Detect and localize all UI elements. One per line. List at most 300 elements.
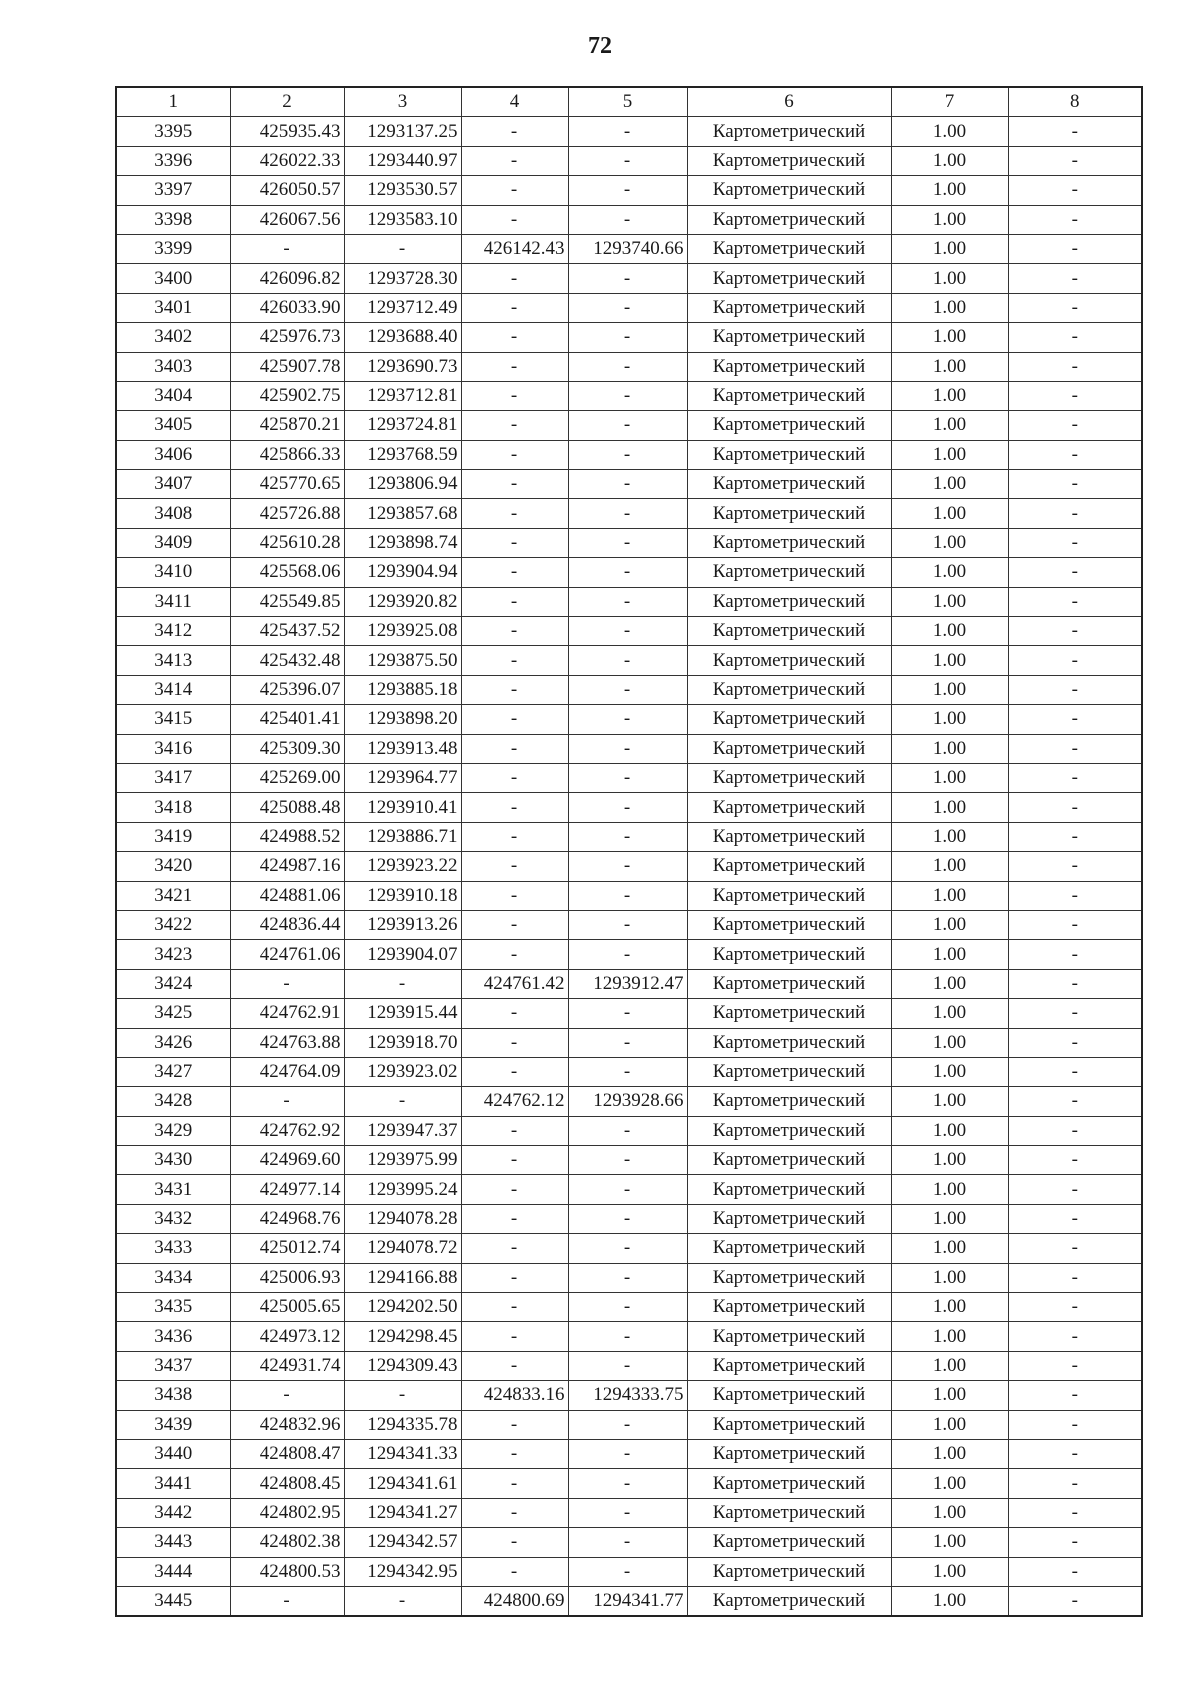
cell-y-coordinate-alt: - [568,1204,687,1233]
cell-method: Картометрический [687,352,891,381]
cell-y-coordinate-alt: - [568,264,687,293]
cell-method: Картометрический [687,705,891,734]
cell-x-coordinate-alt: - [461,1234,568,1263]
cell-x-coordinate-alt: - [461,822,568,851]
cell-y-coordinate-alt: - [568,940,687,969]
cell-note: - [1008,1381,1142,1410]
table-row [116,381,1142,410]
cell-y-coordinate: 1294341.33 [344,1439,461,1468]
cell-method: Картометрический [687,852,891,881]
cell-point-number: 3418 [116,793,230,822]
table-row [116,323,1142,352]
cell-y-coordinate-alt: - [568,999,687,1028]
cell-accuracy: 1.00 [891,1175,1008,1204]
cell-y-coordinate: 1293712.49 [344,293,461,322]
cell-x-coordinate-alt: 424833.16 [461,1381,568,1410]
column-header: 6 [687,87,891,117]
cell-x-coordinate-alt: - [461,528,568,557]
cell-x-coordinate: 424931.74 [230,1351,344,1380]
cell-x-coordinate-alt: - [461,1410,568,1439]
cell-x-coordinate: - [230,1087,344,1116]
cell-note: - [1008,264,1142,293]
table-row [116,1586,1142,1616]
cell-y-coordinate: 1294166.88 [344,1263,461,1292]
table-row [116,617,1142,646]
table-row [116,293,1142,322]
cell-y-coordinate-alt: 1293928.66 [568,1087,687,1116]
cell-point-number: 3415 [116,705,230,734]
cell-note: - [1008,822,1142,851]
table-row [116,910,1142,939]
cell-x-coordinate: 425088.48 [230,793,344,822]
cell-y-coordinate: 1293688.40 [344,323,461,352]
column-header: 7 [891,87,1008,117]
cell-x-coordinate-alt: - [461,1263,568,1292]
table-row [116,411,1142,440]
cell-y-coordinate-alt: - [568,1263,687,1292]
cell-x-coordinate: 424988.52 [230,822,344,851]
cell-method: Картометрический [687,470,891,499]
table-row [116,852,1142,881]
cell-y-coordinate-alt: - [568,646,687,675]
cell-y-coordinate: 1293690.73 [344,352,461,381]
cell-method: Картометрический [687,176,891,205]
column-header: 3 [344,87,461,117]
cell-note: - [1008,705,1142,734]
cell-y-coordinate-alt: - [568,763,687,792]
cell-note: - [1008,1557,1142,1586]
cell-x-coordinate: 424762.91 [230,999,344,1028]
cell-note: - [1008,969,1142,998]
cell-x-coordinate-alt: - [461,999,568,1028]
cell-y-coordinate-alt: - [568,1528,687,1557]
cell-y-coordinate: 1293910.41 [344,793,461,822]
table-row [116,1263,1142,1292]
cell-y-coordinate-alt: - [568,1146,687,1175]
cell-accuracy: 1.00 [891,999,1008,1028]
cell-method: Картометрический [687,1057,891,1086]
cell-note: - [1008,205,1142,234]
cell-accuracy: 1.00 [891,646,1008,675]
cell-note: - [1008,1175,1142,1204]
table-body [116,117,1142,1616]
cell-accuracy: 1.00 [891,734,1008,763]
column-header: 5 [568,87,687,117]
cell-method: Картометрический [687,234,891,263]
cell-x-coordinate: 424802.38 [230,1528,344,1557]
cell-method: Картометрический [687,440,891,469]
cell-note: - [1008,1204,1142,1233]
cell-x-coordinate-alt: - [461,470,568,499]
cell-note: - [1008,1263,1142,1292]
cell-y-coordinate: 1294341.61 [344,1469,461,1498]
table-row [116,587,1142,616]
cell-point-number: 3431 [116,1175,230,1204]
cell-accuracy: 1.00 [891,499,1008,528]
cell-note: - [1008,1146,1142,1175]
cell-y-coordinate-alt: - [568,176,687,205]
cell-x-coordinate-alt: - [461,1116,568,1145]
table-row [116,440,1142,469]
table-row [116,646,1142,675]
cell-point-number: 3432 [116,1204,230,1233]
cell-note: - [1008,440,1142,469]
cell-note: - [1008,146,1142,175]
cell-point-number: 3411 [116,587,230,616]
cell-accuracy: 1.00 [891,205,1008,234]
column-header: 1 [116,87,230,117]
cell-point-number: 3395 [116,117,230,146]
cell-x-coordinate-alt: - [461,1439,568,1468]
cell-method: Картометрический [687,1469,891,1498]
table-row [116,234,1142,263]
cell-point-number: 3400 [116,264,230,293]
cell-note: - [1008,999,1142,1028]
cell-method: Картометрический [687,1116,891,1145]
cell-accuracy: 1.00 [891,1028,1008,1057]
cell-y-coordinate-alt: - [568,146,687,175]
cell-method: Картометрический [687,793,891,822]
cell-point-number: 3430 [116,1146,230,1175]
cell-note: - [1008,1322,1142,1351]
cell-y-coordinate: 1293712.81 [344,381,461,410]
cell-x-coordinate-alt: - [461,617,568,646]
cell-method: Картометрический [687,940,891,969]
page-number: 72 [588,33,612,59]
table-row [116,734,1142,763]
cell-y-coordinate-alt: - [568,1175,687,1204]
cell-accuracy: 1.00 [891,1293,1008,1322]
cell-y-coordinate: 1293925.08 [344,617,461,646]
cell-accuracy: 1.00 [891,1057,1008,1086]
cell-method: Картометрический [687,117,891,146]
cell-method: Картометрический [687,999,891,1028]
cell-point-number: 3444 [116,1557,230,1586]
cell-x-coordinate-alt: - [461,1293,568,1322]
cell-note: - [1008,352,1142,381]
cell-method: Картометрический [687,146,891,175]
cell-note: - [1008,234,1142,263]
cell-y-coordinate-alt: - [568,1439,687,1468]
cell-point-number: 3429 [116,1116,230,1145]
cell-accuracy: 1.00 [891,117,1008,146]
cell-note: - [1008,411,1142,440]
cell-note: - [1008,558,1142,587]
cell-accuracy: 1.00 [891,1498,1008,1527]
cell-y-coordinate-alt: - [568,1557,687,1586]
cell-x-coordinate: 426096.82 [230,264,344,293]
table-row [116,1322,1142,1351]
cell-y-coordinate: 1294335.78 [344,1410,461,1439]
cell-method: Картометрический [687,1263,891,1292]
table-row [116,1204,1142,1233]
cell-x-coordinate-alt: - [461,1322,568,1351]
cell-x-coordinate: 425870.21 [230,411,344,440]
cell-y-coordinate-alt: - [568,411,687,440]
cell-note: - [1008,1469,1142,1498]
cell-x-coordinate: 425976.73 [230,323,344,352]
cell-x-coordinate: 425907.78 [230,352,344,381]
cell-point-number: 3413 [116,646,230,675]
cell-y-coordinate: 1294078.28 [344,1204,461,1233]
cell-x-coordinate: 424968.76 [230,1204,344,1233]
cell-accuracy: 1.00 [891,822,1008,851]
cell-y-coordinate: 1293910.18 [344,881,461,910]
cell-y-coordinate-alt: - [568,617,687,646]
cell-method: Картометрический [687,1381,891,1410]
cell-x-coordinate: - [230,1586,344,1616]
cell-method: Картометрический [687,1293,891,1322]
cell-point-number: 3410 [116,558,230,587]
cell-y-coordinate: 1293904.07 [344,940,461,969]
table-row [116,1469,1142,1498]
cell-point-number: 3435 [116,1293,230,1322]
cell-x-coordinate: 426050.57 [230,176,344,205]
cell-x-coordinate-alt: - [461,176,568,205]
cell-point-number: 3442 [116,1498,230,1527]
cell-x-coordinate-alt: - [461,705,568,734]
cell-x-coordinate: 424969.60 [230,1146,344,1175]
cell-point-number: 3422 [116,910,230,939]
cell-x-coordinate: 424987.16 [230,852,344,881]
cell-y-coordinate-alt: - [568,528,687,557]
cell-note: - [1008,1586,1142,1616]
cell-method: Картометрический [687,499,891,528]
cell-method: Картометрический [687,881,891,910]
cell-note: - [1008,117,1142,146]
cell-note: - [1008,1087,1142,1116]
cell-y-coordinate: 1293918.70 [344,1028,461,1057]
table-row [116,1410,1142,1439]
cell-y-coordinate-alt: - [568,852,687,881]
cell-note: - [1008,1351,1142,1380]
cell-x-coordinate-alt: - [461,117,568,146]
cell-x-coordinate-alt: - [461,205,568,234]
cell-x-coordinate-alt: - [461,352,568,381]
cell-accuracy: 1.00 [891,881,1008,910]
cell-method: Картометрический [687,1439,891,1468]
cell-point-number: 3423 [116,940,230,969]
cell-point-number: 3401 [116,293,230,322]
cell-y-coordinate-alt: - [568,323,687,352]
cell-note: - [1008,1028,1142,1057]
cell-y-coordinate-alt: - [568,205,687,234]
cell-x-coordinate: 425437.52 [230,617,344,646]
cell-accuracy: 1.00 [891,1381,1008,1410]
cell-y-coordinate-alt: - [568,117,687,146]
cell-note: - [1008,1116,1142,1145]
cell-x-coordinate-alt: - [461,1528,568,1557]
cell-method: Картометрический [687,1028,891,1057]
cell-accuracy: 1.00 [891,1586,1008,1616]
cell-y-coordinate-alt: - [568,440,687,469]
cell-note: - [1008,587,1142,616]
cell-x-coordinate-alt: - [461,793,568,822]
cell-note: - [1008,1234,1142,1263]
cell-x-coordinate-alt: 424761.42 [461,969,568,998]
cell-x-coordinate-alt: - [461,411,568,440]
cell-method: Картометрический [687,1146,891,1175]
cell-note: - [1008,675,1142,704]
cell-x-coordinate-alt: - [461,264,568,293]
cell-y-coordinate: - [344,969,461,998]
cell-method: Картометрический [687,323,891,352]
cell-x-coordinate: 424977.14 [230,1175,344,1204]
cell-point-number: 3399 [116,234,230,263]
cell-x-coordinate-alt: - [461,381,568,410]
cell-method: Картометрический [687,293,891,322]
cell-point-number: 3421 [116,881,230,910]
cell-x-coordinate: 425269.00 [230,763,344,792]
cell-y-coordinate: 1293137.25 [344,117,461,146]
cell-accuracy: 1.00 [891,969,1008,998]
cell-method: Картометрический [687,969,891,998]
cell-point-number: 3427 [116,1057,230,1086]
cell-note: - [1008,176,1142,205]
cell-y-coordinate-alt: 1293740.66 [568,234,687,263]
cell-accuracy: 1.00 [891,1439,1008,1468]
cell-accuracy: 1.00 [891,323,1008,352]
cell-y-coordinate: 1294342.57 [344,1528,461,1557]
cell-method: Картометрический [687,1557,891,1586]
table-row [116,528,1142,557]
cell-point-number: 3402 [116,323,230,352]
cell-method: Картометрический [687,205,891,234]
cell-note: - [1008,1293,1142,1322]
cell-accuracy: 1.00 [891,1116,1008,1145]
table-row [116,793,1142,822]
cell-accuracy: 1.00 [891,1263,1008,1292]
cell-y-coordinate: - [344,1381,461,1410]
cell-x-coordinate: 424808.47 [230,1439,344,1468]
cell-point-number: 3405 [116,411,230,440]
cell-accuracy: 1.00 [891,264,1008,293]
cell-y-coordinate: 1294298.45 [344,1322,461,1351]
table-row [116,675,1142,704]
cell-x-coordinate-alt: - [461,1204,568,1233]
table-row [116,1234,1142,1263]
cell-point-number: 3403 [116,352,230,381]
cell-accuracy: 1.00 [891,558,1008,587]
cell-y-coordinate: 1293904.94 [344,558,461,587]
cell-x-coordinate-alt: - [461,881,568,910]
cell-y-coordinate-alt: - [568,1410,687,1439]
cell-x-coordinate-alt: - [461,587,568,616]
cell-x-coordinate: 424763.88 [230,1028,344,1057]
cell-x-coordinate: 425432.48 [230,646,344,675]
cell-method: Картометрический [687,910,891,939]
cell-accuracy: 1.00 [891,852,1008,881]
cell-x-coordinate-alt: - [461,1028,568,1057]
cell-y-coordinate: 1293440.97 [344,146,461,175]
cell-y-coordinate-alt: - [568,1293,687,1322]
cell-method: Картометрический [687,1410,891,1439]
cell-y-coordinate-alt: - [568,1116,687,1145]
cell-accuracy: 1.00 [891,146,1008,175]
cell-x-coordinate-alt: 424762.12 [461,1087,568,1116]
cell-x-coordinate: - [230,1381,344,1410]
table-row [116,705,1142,734]
cell-x-coordinate: 425012.74 [230,1234,344,1263]
cell-y-coordinate: 1293875.50 [344,646,461,675]
cell-y-coordinate-alt: - [568,793,687,822]
cell-point-number: 3424 [116,969,230,998]
table-row [116,205,1142,234]
table-header-row [116,87,1142,117]
cell-y-coordinate-alt: - [568,587,687,616]
cell-accuracy: 1.00 [891,675,1008,704]
cell-y-coordinate-alt: - [568,1234,687,1263]
cell-method: Картометрический [687,558,891,587]
cell-point-number: 3426 [116,1028,230,1057]
cell-note: - [1008,1498,1142,1527]
cell-note: - [1008,323,1142,352]
cell-y-coordinate: 1293920.82 [344,587,461,616]
cell-x-coordinate: 425005.65 [230,1293,344,1322]
cell-point-number: 3409 [116,528,230,557]
cell-x-coordinate-alt: - [461,293,568,322]
cell-x-coordinate-alt: - [461,1498,568,1527]
cell-point-number: 3398 [116,205,230,234]
cell-y-coordinate: 1293913.48 [344,734,461,763]
cell-y-coordinate-alt: - [568,293,687,322]
table-row [116,470,1142,499]
cell-y-coordinate-alt: - [568,470,687,499]
table-row [116,352,1142,381]
cell-x-coordinate: 424832.96 [230,1410,344,1439]
cell-x-coordinate: 424761.06 [230,940,344,969]
cell-y-coordinate-alt: - [568,558,687,587]
table-row [116,499,1142,528]
cell-point-number: 3417 [116,763,230,792]
cell-x-coordinate-alt: - [461,499,568,528]
table-row [116,969,1142,998]
cell-point-number: 3441 [116,1469,230,1498]
cell-y-coordinate-alt: - [568,910,687,939]
cell-note: - [1008,1439,1142,1468]
cell-note: - [1008,293,1142,322]
cell-x-coordinate: 424802.95 [230,1498,344,1527]
cell-method: Картометрический [687,1498,891,1527]
cell-y-coordinate-alt: - [568,1469,687,1498]
cell-y-coordinate-alt: - [568,1028,687,1057]
cell-accuracy: 1.00 [891,470,1008,499]
cell-method: Картометрический [687,1351,891,1380]
cell-y-coordinate: 1293806.94 [344,470,461,499]
table-row [116,1087,1142,1116]
cell-x-coordinate: 425902.75 [230,381,344,410]
cell-note: - [1008,852,1142,881]
cell-point-number: 3419 [116,822,230,851]
cell-x-coordinate: 425770.65 [230,470,344,499]
table-row [116,1498,1142,1527]
cell-accuracy: 1.00 [891,1410,1008,1439]
cell-accuracy: 1.00 [891,1351,1008,1380]
cell-accuracy: 1.00 [891,528,1008,557]
cell-x-coordinate: 425549.85 [230,587,344,616]
cell-y-coordinate: 1294202.50 [344,1293,461,1322]
cell-note: - [1008,646,1142,675]
cell-y-coordinate-alt: 1293912.47 [568,969,687,998]
cell-y-coordinate: 1293923.22 [344,852,461,881]
cell-accuracy: 1.00 [891,793,1008,822]
cell-x-coordinate-alt: - [461,558,568,587]
cell-y-coordinate-alt: 1294333.75 [568,1381,687,1410]
cell-y-coordinate-alt: - [568,1498,687,1527]
cell-y-coordinate: 1293915.44 [344,999,461,1028]
cell-accuracy: 1.00 [891,617,1008,646]
cell-y-coordinate-alt: - [568,734,687,763]
